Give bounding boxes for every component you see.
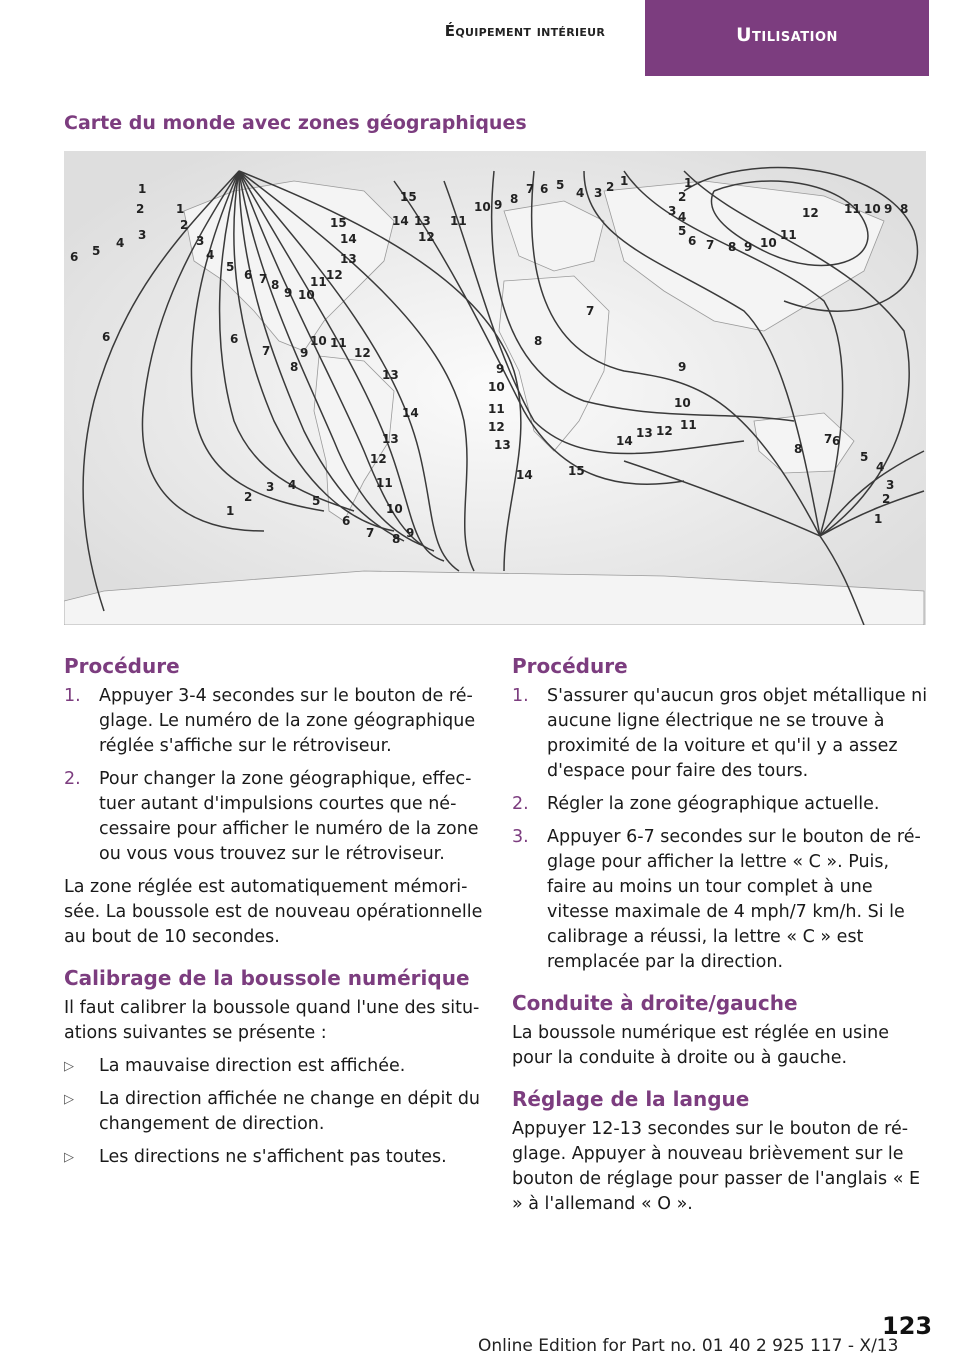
zone-label-5b: 5 (226, 260, 235, 274)
zone-label-6c: 6 (540, 182, 549, 196)
zone-label-11h: 11 (488, 402, 505, 416)
step-text: S'assurer qu'aucun gros objet métallique ni aucune ligne électrique ne se trouve à proximité de la voiture et qu'il y a assez d'espace pour faire des tours. (547, 686, 928, 781)
zone-label-4g: 4 (288, 478, 297, 492)
zone-label-14h: 14 (516, 468, 533, 482)
left-column (64, 652, 494, 1178)
zone-label-1b: 1 (176, 202, 185, 216)
zone-label-12h: 12 (488, 420, 505, 434)
zone-label-15b: 15 (330, 216, 347, 230)
zone-label-7b: 7 (259, 272, 268, 286)
world-zone-map (64, 151, 926, 625)
zone-label-6d: 6 (688, 234, 697, 248)
zone-label-13i: 13 (636, 426, 653, 440)
zone-label-9i: 9 (678, 360, 687, 374)
list-item (64, 767, 494, 867)
zone-label-1: 1 (138, 182, 147, 196)
list-item (512, 792, 928, 817)
map-title: Carte du monde avec zones géographiques (64, 112, 527, 134)
zone-label-2j: 2 (882, 492, 891, 506)
zone-label-3g: 3 (266, 480, 275, 494)
list-item (512, 684, 928, 784)
step-number: 3. (512, 827, 529, 847)
zone-label-11g: 11 (376, 476, 393, 490)
zone-label-6g: 6 (342, 514, 351, 528)
zone-label-15h: 15 (568, 464, 585, 478)
zone-label-13f: 13 (382, 368, 399, 382)
section-header: Équipement intérieur (444, 22, 606, 40)
zone-label-6b: 6 (244, 268, 253, 282)
triangle-bullet-icon: ▷ (64, 1059, 74, 1074)
zone-label-12d: 12 (802, 206, 819, 220)
zone-label-11f: 11 (330, 336, 347, 350)
zone-label-10b: 10 (298, 288, 315, 302)
chapter-tab: Utilisation (645, 0, 929, 76)
zone-label-4c: 4 (576, 186, 585, 200)
list-item (64, 1087, 494, 1137)
zone-label-6: 6 (70, 250, 79, 264)
zone-label-8g: 8 (392, 532, 401, 546)
zone-label-6e: 6 (102, 330, 111, 344)
procedure-heading-left: Procédure (64, 654, 180, 678)
footer-edition: Online Edition for Part no. 01 40 2 925 117 - X/13 (478, 1336, 899, 1356)
step-text: Pour changer la zone géographique, effectuer autant d'impulsions courtes que nécessaire pour afficher le numéro de la zone ou vous vous trouvez sur le rétroviseur. (99, 769, 479, 864)
zone-label-10d: 10 (760, 236, 777, 250)
zone-label-9f: 9 (300, 346, 309, 360)
zone-label-10i: 10 (674, 396, 691, 410)
zone-label-9h: 9 (496, 362, 505, 376)
zone-label-5: 5 (92, 244, 101, 258)
calibration-heading: Calibrage de la boussole numérique (64, 966, 470, 990)
zone-label-11e: 11 (844, 202, 861, 216)
zone-label-14f: 14 (402, 406, 419, 420)
zone-label-14c: 14 (392, 214, 409, 228)
triangle-bullet-icon: ▷ (64, 1092, 74, 1107)
zone-label-7g: 7 (366, 526, 375, 540)
zone-label-8j: 8 (794, 442, 803, 456)
zone-label-15c: 15 (400, 190, 417, 204)
zone-label-3b: 3 (196, 234, 205, 248)
bullet-text: La direction affichée ne change en dépit du changement de direction. (99, 1089, 481, 1134)
zone-label-4: 4 (116, 236, 125, 250)
step-number: 2. (512, 794, 529, 814)
list-item (64, 1054, 494, 1079)
list-item (64, 684, 494, 759)
zone-label-14i: 14 (616, 434, 633, 448)
zone-label-11b: 11 (310, 275, 327, 289)
procedure-list-left (64, 684, 494, 867)
list-item (512, 825, 928, 975)
zone-label-8e: 8 (900, 202, 909, 216)
step-text: Régler la zone géographique actuelle. (547, 794, 880, 814)
zone-label-8d: 8 (728, 240, 737, 254)
zone-label-8c: 8 (510, 192, 519, 206)
zone-label-7d: 7 (706, 238, 715, 252)
paragraph: La boussole numérique est réglée en usine pour la conduite à droite ou à gauche. (512, 1023, 889, 1068)
zone-label-8f: 8 (290, 360, 299, 374)
zone-label-2g: 2 (244, 490, 253, 504)
zone-label-6j: 6 (832, 434, 841, 448)
step-number: 2. (64, 769, 81, 789)
zone-label-6f: 6 (230, 332, 239, 346)
zone-label-14b: 14 (340, 232, 357, 246)
zone-label-9e: 9 (884, 202, 893, 216)
zone-label-9g: 9 (406, 526, 415, 540)
zone-label-13c: 13 (414, 214, 431, 228)
step-number: 1. (512, 686, 529, 706)
zone-label-7f: 7 (262, 344, 271, 358)
zone-label-5c: 5 (556, 178, 565, 192)
zone-label-5g: 5 (312, 494, 321, 508)
step-number: 1. (64, 686, 81, 706)
bullet-text: La mauvaise direction est affichée. (99, 1056, 406, 1076)
bullet-list (64, 1054, 494, 1170)
zone-label-11d: 11 (780, 228, 797, 242)
triangle-bullet-icon: ▷ (64, 1150, 74, 1165)
step-text: Appuyer 6-7 secondes sur le bouton de réglage pour afficher la lettre « C ». Puis, faire au moins un tour complet à une vitesse maximale de 4 mph/7 km/h. Si le calibrage a réussi, la lettre « C » est remplacée par la direction. (547, 827, 921, 972)
zone-label-1c: 1 (620, 174, 629, 188)
zone-label-1d: 1 (684, 176, 693, 190)
zone-label-12g: 12 (370, 452, 387, 466)
language-heading: Réglage de la langue (512, 1087, 750, 1111)
zone-label-9d: 9 (744, 240, 753, 254)
zone-label-10c: 10 (474, 200, 491, 214)
zone-label-4d: 4 (678, 210, 687, 224)
zone-label-10e: 10 (864, 202, 881, 216)
zone-label-3c: 3 (594, 186, 603, 200)
zone-label-8h: 8 (534, 334, 543, 348)
zone-label-12b: 12 (326, 268, 343, 282)
procedure-heading-right: Procédure (512, 654, 628, 678)
procedure-list-right (512, 684, 928, 975)
zone-label-5j: 5 (860, 450, 869, 464)
zone-label-1g: 1 (226, 504, 235, 518)
zone-label-2c: 2 (606, 180, 615, 194)
paragraph: Appuyer 12-13 secondes sur le bouton de réglage. Appuyer à nouveau brièvement sur le bouton de réglage pour passer de l'anglais « E » à l'allemand « O ». (512, 1119, 921, 1214)
zone-label-12c: 12 (418, 230, 435, 244)
zone-label-2: 2 (136, 202, 145, 216)
zone-label-9c: 9 (494, 198, 503, 212)
paragraph: La zone réglée est automatiquement mémorisée. La boussole est de nouveau opérationnelle au bout de 10 secondes. (64, 877, 483, 947)
zone-label-10h: 10 (488, 380, 505, 394)
zone-label-7c: 7 (526, 182, 535, 196)
zone-label-10g: 10 (386, 502, 403, 516)
list-item (64, 1145, 494, 1170)
zone-label-7i: 7 (586, 304, 595, 318)
zone-label-1j: 1 (874, 512, 883, 526)
zone-label-10f: 10 (310, 334, 327, 348)
drive-side-heading: Conduite à droite/gauche (512, 991, 798, 1015)
zone-label-13g: 13 (382, 432, 399, 446)
zone-label-2b: 2 (180, 218, 189, 232)
bullet-text: Les directions ne s'affichent pas toutes. (99, 1147, 447, 1167)
zone-label-13b: 13 (340, 252, 357, 266)
zone-label-3: 3 (138, 228, 147, 242)
zone-label-11c: 11 (450, 214, 467, 228)
zone-label-5d: 5 (678, 224, 687, 238)
zone-label-12i: 12 (656, 424, 673, 438)
right-column (512, 652, 928, 1225)
page-number: 123 (882, 1312, 933, 1340)
zone-label-11i: 11 (680, 418, 697, 432)
paragraph: Il faut calibrer la boussole quand l'une des situations suivantes se présente : (64, 998, 480, 1043)
zone-label-12f: 12 (354, 346, 371, 360)
zone-label-4b: 4 (206, 248, 215, 262)
zone-label-8b: 8 (271, 278, 280, 292)
zone-label-13h: 13 (494, 438, 511, 452)
step-text: Appuyer 3-4 secondes sur le bouton de réglage. Le numéro de la zone géographique réglée s'affiche sur le rétroviseur. (99, 686, 476, 756)
zone-label-9b: 9 (284, 286, 293, 300)
zone-label-7j: 7 (824, 432, 833, 446)
zone-label-3d: 3 (668, 204, 677, 218)
zone-label-4j: 4 (876, 460, 885, 474)
zone-label-2d: 2 (678, 190, 687, 204)
zone-label-3j: 3 (886, 478, 895, 492)
